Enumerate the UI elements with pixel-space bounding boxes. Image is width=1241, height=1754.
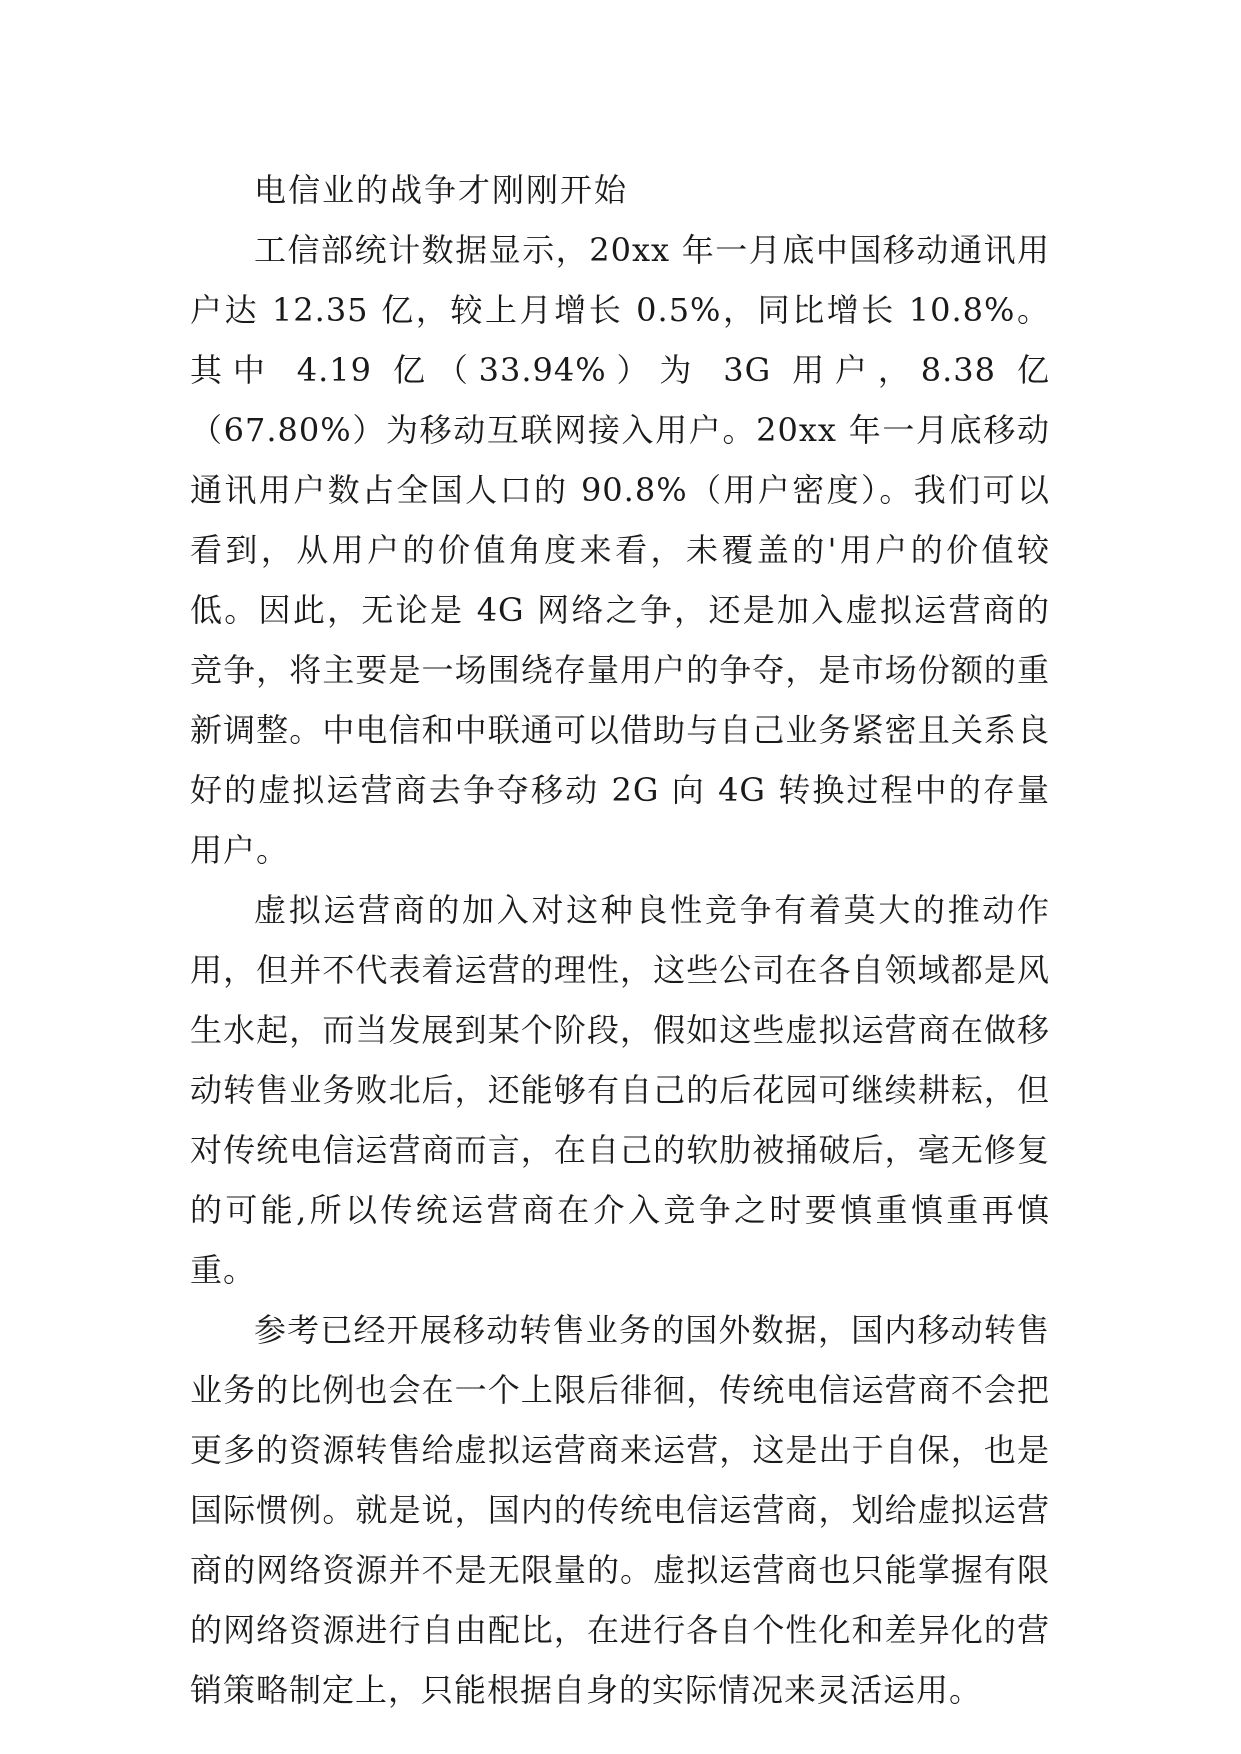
paragraph-1: 工信部统计数据显示，20xx 年一月底中国移动通讯用户达 12.35 亿，较上月增长 0.5%，同比增长 10.8%。其中 4.19 亿（33.94%）为 3G 用户，8.38 亿（67.80%）为移动互联网接入用户。20xx 年一月底移动通讯用户数占全国人口的 90.8%（用户密度）。我们可以看到，从用户的价值角度来看，未覆盖的'用户的价值较低。因此，无论是 4G 网络之争，还是加入虚拟运营商的竞争，将主要是一场围绕存量用户的争夺，是市场份额的重新调整。中电信和中联通可以借助与自己业务紧密且关系良好的虚拟运营商去争夺移动 2G 向 4G 转换过程中的存量用户。 [190,231,1050,869]
document-title: 电信业的战争才刚刚开始 [254,171,629,209]
paragraph-2: 虚拟运营商的加入对这种良性竞争有着莫大的推动作用，但并不代表着运营的理性，这些公司在各自领域都是风生水起，而当发展到某个阶段，假如这些虚拟运营商在做移动转售业务败北后，还能够有自己的后花园可继续耕耘，但对传统电信运营商而言，在自己的软肋被捅破后，毫无修复的可能,所以传统运营商在介入竞争之时要慎重慎重再慎重。 [190,891,1050,1289]
document-body [190,160,1050,1720]
paragraph-3: 参考已经开展移动转售业务的国外数据，国内移动转售业务的比例也会在一个上限后徘徊，传统电信运营商不会把更多的资源转售给虚拟运营商来运营，这是出于自保，也是国际惯例。就是说，国内的传统电信运营商，划给虚拟运营商的网络资源并不是无限量的。虚拟运营商也只能掌握有限的网络资源进行自由配比，在进行各自个性化和差异化的营销策略制定上，只能根据自身的实际情况来灵活运用。 [190,1311,1050,1709]
